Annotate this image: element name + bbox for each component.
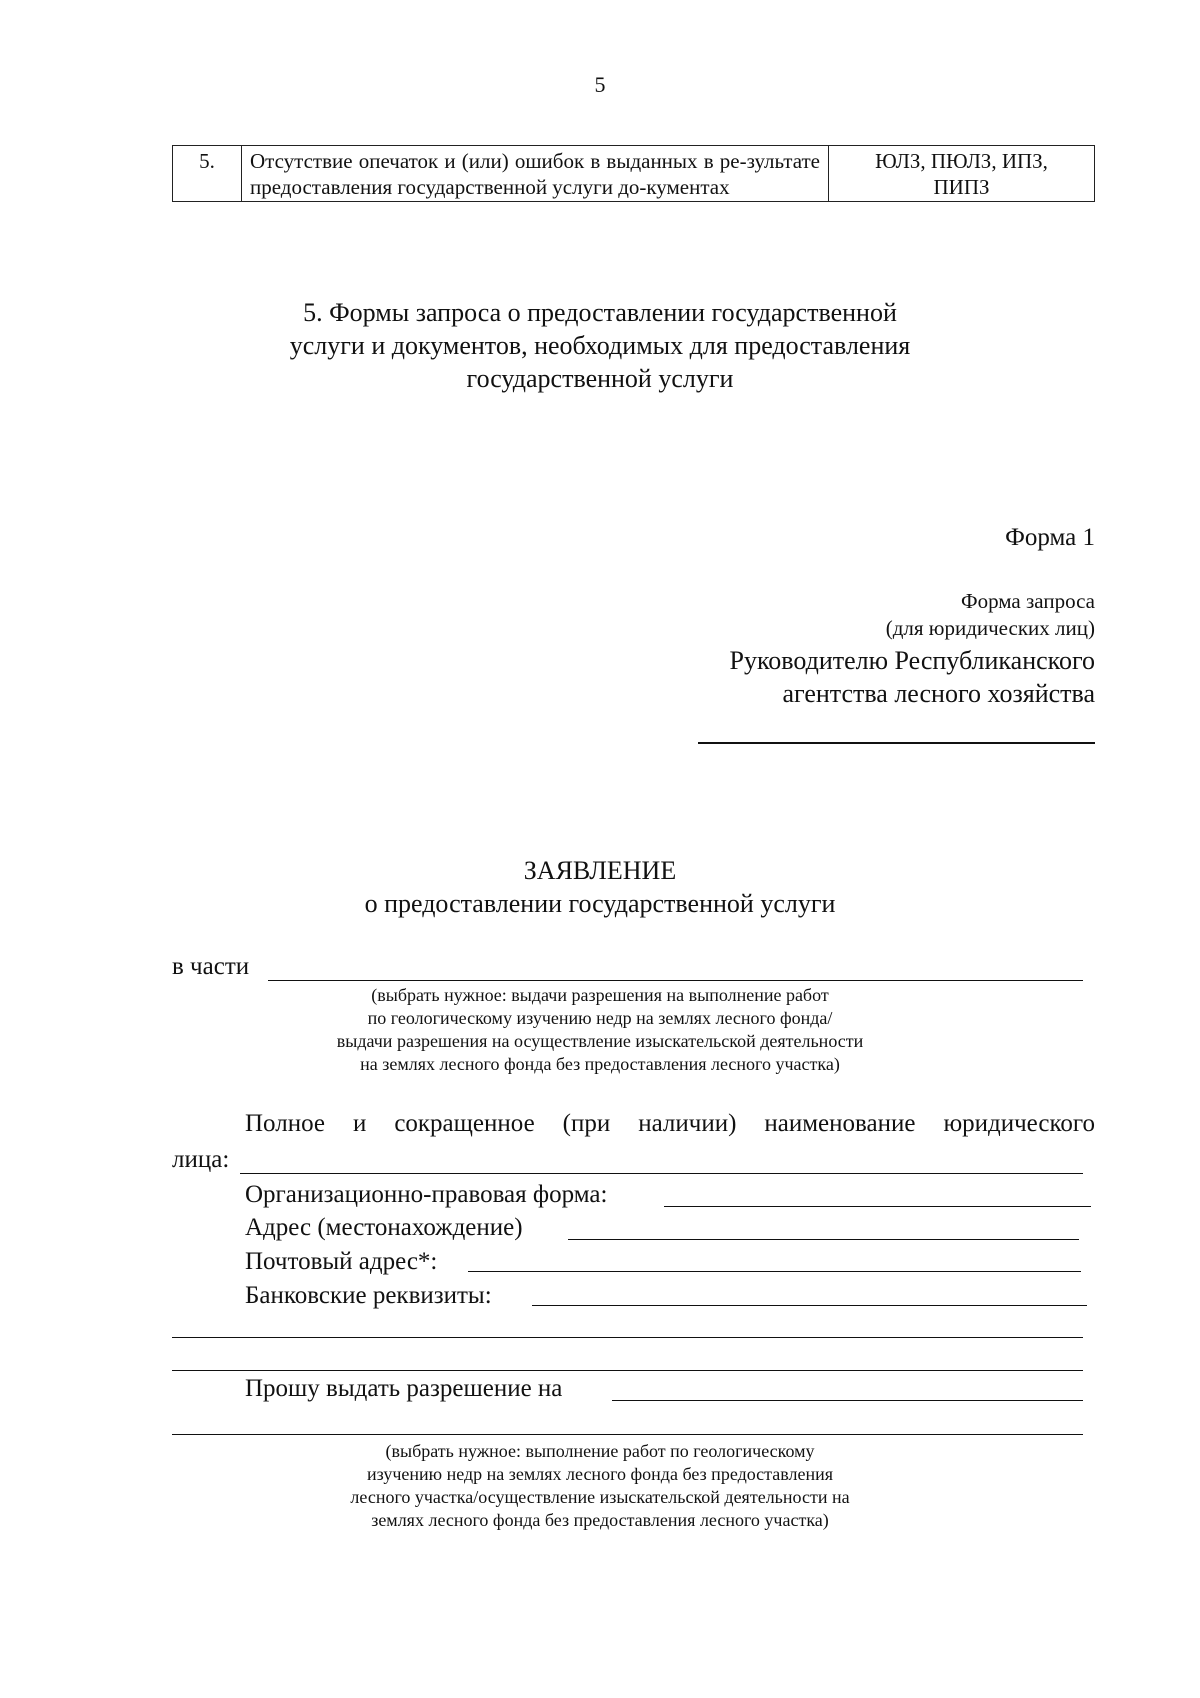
table-row [173, 146, 1095, 202]
in-part-field[interactable] [268, 980, 1083, 981]
request-hint-line-4: землях лесного фонда без предоставления лесного участка) [371, 1510, 829, 1530]
legal-form-field[interactable] [664, 1206, 1091, 1207]
address-field[interactable] [568, 1239, 1079, 1240]
full-name-label: Полное и сокращенное (при наличии) наименование юридического [245, 1110, 1095, 1137]
heading-line-3: государственной услуги [466, 364, 734, 393]
criteria-table [172, 145, 1095, 202]
postal-label: Почтовый адрес*: [245, 1248, 438, 1275]
applicants-line-2: ПИПЗ [933, 175, 990, 199]
postal-field[interactable] [468, 1271, 1081, 1272]
bank-field[interactable] [532, 1305, 1087, 1306]
request-field-continuation[interactable] [172, 1434, 1083, 1435]
application-title-block [0, 854, 1200, 920]
application-title: ЗАЯВЛЕНИЕ [523, 856, 677, 885]
heading-line-2: услуги и документов, необходимых для предоставления [289, 331, 911, 360]
address-label: Адрес (местонахождение) [245, 1214, 523, 1241]
heading-line-1: 5. Формы запроса о предоставлении государственной [303, 298, 897, 327]
row-text: Отсутствие опечаток и (или) ошибок в выданных в ре-зультате предоставления государственной услуги до-кументах [242, 146, 829, 202]
row-number: 5. [173, 146, 242, 202]
form-request-note [886, 588, 1095, 642]
applicants-line-1: ЮЛЗ, ПЮЛЗ, ИПЗ, [875, 149, 1048, 173]
form-request-line-1: Форма запроса [961, 589, 1095, 613]
row-applicants [829, 146, 1095, 202]
request-label: Прошу выдать разрешение на [245, 1375, 563, 1402]
form-label: Форма 1 [1005, 524, 1095, 551]
full-name-label-2: лица: [172, 1146, 230, 1173]
legal-form-label: Организационно-правовая форма: [245, 1181, 608, 1208]
request-hint-line-1: (выбрать нужное: выполнение работ по геологическому [385, 1441, 815, 1461]
in-part-hint-line-2: по геологическому изучению недр на землях лесного фонда/ [367, 1008, 833, 1028]
in-part-label: в части [172, 953, 250, 980]
in-part-hint [0, 984, 1200, 1076]
request-field[interactable] [612, 1400, 1083, 1401]
request-hint-line-3: лесного участка/осуществление изыскательской деятельности на [350, 1487, 850, 1507]
bank-field-continuation-2[interactable] [172, 1370, 1083, 1371]
request-hint-line-2: изучению недр на землях лесного фонда без предоставления [366, 1464, 834, 1484]
addressee-name-field[interactable] [698, 742, 1095, 744]
section-heading [0, 296, 1200, 395]
addressee [729, 644, 1095, 710]
page-number: 5 [594, 72, 606, 97]
bank-label: Банковские реквизиты: [245, 1282, 492, 1309]
in-part-hint-line-3: выдачи разрешения на осуществление изыскательской деятельности [336, 1031, 864, 1051]
in-part-hint-line-1: (выбрать нужное: выдачи разрешения на выполнение работ [371, 985, 829, 1005]
addressee-line-1: Руководителю Республиканского [729, 646, 1095, 675]
bank-field-continuation-1[interactable] [172, 1337, 1083, 1338]
application-subtitle: о предоставлении государственной услуги [364, 889, 836, 918]
full-name-field[interactable] [240, 1173, 1083, 1174]
request-hint [0, 1440, 1200, 1532]
addressee-line-2: агентства лесного хозяйства [782, 679, 1095, 708]
form-request-line-2: (для юридических лиц) [885, 616, 1095, 640]
in-part-hint-line-4: на землях лесного фонда без предоставления лесного участка) [360, 1054, 840, 1074]
